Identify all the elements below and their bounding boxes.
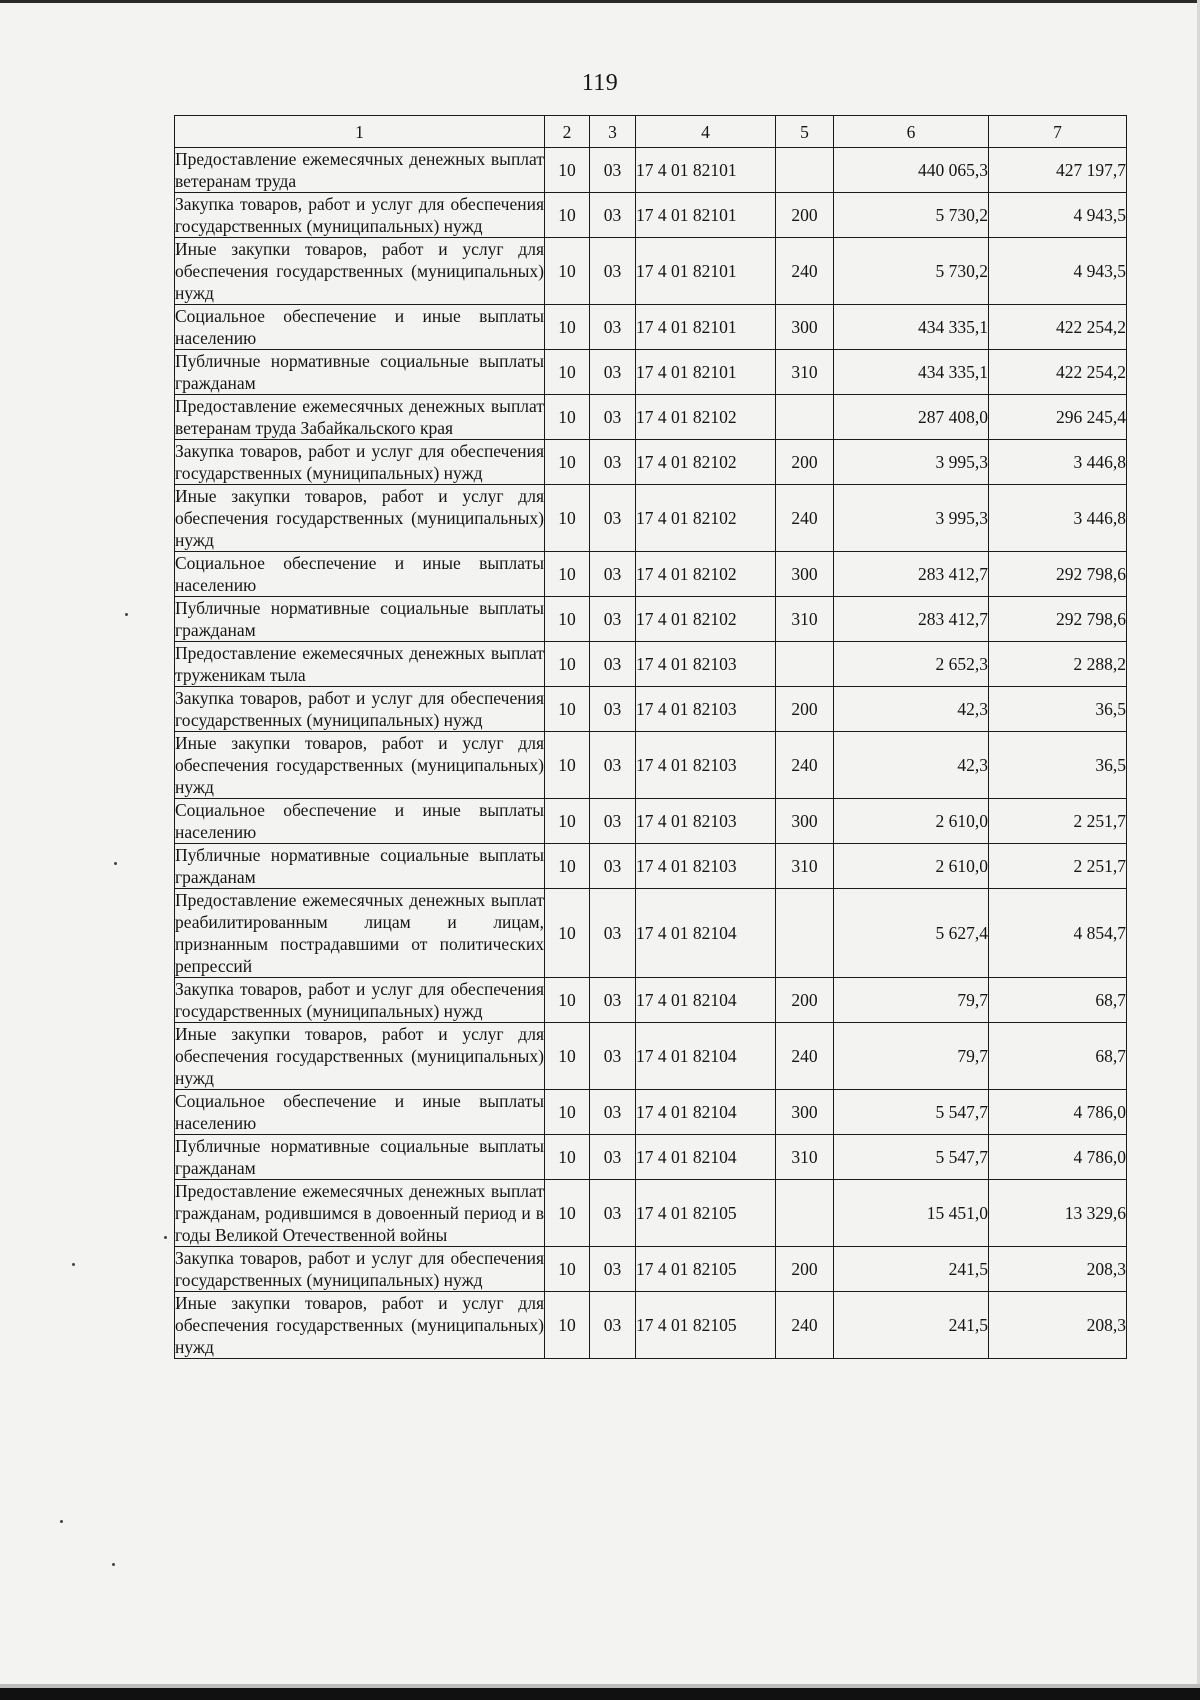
subsection-code: 03 <box>590 350 636 395</box>
section-code: 10 <box>545 305 590 350</box>
expense-type-code <box>776 395 834 440</box>
row-description: Закупка товаров, работ и услуг для обеспечения государственных (муниципальных) нужд <box>175 688 544 730</box>
column-header: 5 <box>776 116 834 148</box>
target-article-code: 17 4 01 82101 <box>636 148 776 193</box>
amount-year-2: 292 798,6 <box>989 597 1127 642</box>
amount-year-2: 208,3 <box>989 1292 1127 1359</box>
row-description: Предоставление ежемесячных денежных выплат ветеранам труда Забайкальского края <box>175 396 544 438</box>
subsection-code: 03 <box>590 844 636 889</box>
expense-type-code: 310 <box>776 844 834 889</box>
table-row <box>175 1292 1127 1359</box>
expense-type-code: 200 <box>776 687 834 732</box>
amount-year-1: 5 547,7 <box>834 1135 989 1180</box>
row-description: Социальное обеспечение и иные выплаты населению <box>175 800 544 842</box>
amount-year-1: 79,7 <box>834 978 989 1023</box>
column-header: 1 <box>175 116 545 148</box>
expense-type-code: 200 <box>776 1247 834 1292</box>
section-code: 10 <box>545 1247 590 1292</box>
column-header: 4 <box>636 116 776 148</box>
table-row <box>175 305 1127 350</box>
table-row <box>175 148 1127 193</box>
column-header: 2 <box>545 116 590 148</box>
amount-year-2: 2 288,2 <box>989 642 1127 687</box>
scan-speck <box>125 613 128 616</box>
target-article-code: 17 4 01 82102 <box>636 552 776 597</box>
column-header: 3 <box>590 116 636 148</box>
table-row <box>175 1135 1127 1180</box>
row-description: Иные закупки товаров, работ и услуг для обеспечения государственных (муниципальных) нужд <box>175 239 544 303</box>
section-code: 10 <box>545 1292 590 1359</box>
expense-type-code: 310 <box>776 1135 834 1180</box>
section-code: 10 <box>545 732 590 799</box>
amount-year-2: 36,5 <box>989 732 1127 799</box>
scan-border-bottom <box>0 1688 1200 1700</box>
table-row <box>175 1247 1127 1292</box>
target-article-code: 17 4 01 82103 <box>636 642 776 687</box>
amount-year-1: 440 065,3 <box>834 148 989 193</box>
amount-year-2: 4 943,5 <box>989 238 1127 305</box>
section-code: 10 <box>545 1090 590 1135</box>
amount-year-1: 241,5 <box>834 1247 989 1292</box>
row-description: Публичные нормативные социальные выплаты гражданам <box>175 1136 544 1178</box>
subsection-code: 03 <box>590 1135 636 1180</box>
amount-year-1: 15 451,0 <box>834 1180 989 1247</box>
subsection-code: 03 <box>590 440 636 485</box>
subsection-code: 03 <box>590 687 636 732</box>
table-row <box>175 395 1127 440</box>
row-description: Публичные нормативные социальные выплаты гражданам <box>175 845 544 887</box>
section-code: 10 <box>545 799 590 844</box>
row-description: Закупка товаров, работ и услуг для обеспечения государственных (муниципальных) нужд <box>175 979 544 1021</box>
table-row <box>175 687 1127 732</box>
expense-type-code: 240 <box>776 1292 834 1359</box>
amount-year-1: 2 652,3 <box>834 642 989 687</box>
expense-type-code: 300 <box>776 305 834 350</box>
row-description: Социальное обеспечение и иные выплаты населению <box>175 553 544 595</box>
target-article-code: 17 4 01 82101 <box>636 193 776 238</box>
row-description: Иные закупки товаров, работ и услуг для обеспечения государственных (муниципальных) нужд <box>175 486 544 550</box>
table-row <box>175 844 1127 889</box>
expense-type-code: 200 <box>776 193 834 238</box>
section-code: 10 <box>545 642 590 687</box>
scan-speck <box>114 862 117 865</box>
section-code: 10 <box>545 552 590 597</box>
subsection-code: 03 <box>590 193 636 238</box>
amount-year-1: 2 610,0 <box>834 799 989 844</box>
subsection-code: 03 <box>590 552 636 597</box>
table-body <box>175 148 1127 1359</box>
amount-year-2: 422 254,2 <box>989 305 1127 350</box>
amount-year-1: 283 412,7 <box>834 597 989 642</box>
section-code: 10 <box>545 238 590 305</box>
target-article-code: 17 4 01 82104 <box>636 978 776 1023</box>
table-row <box>175 799 1127 844</box>
expense-type-code <box>776 642 834 687</box>
amount-year-1: 287 408,0 <box>834 395 989 440</box>
target-article-code: 17 4 01 82105 <box>636 1180 776 1247</box>
row-description: Иные закупки товаров, работ и услуг для обеспечения государственных (муниципальных) нужд <box>175 1024 544 1088</box>
section-code: 10 <box>545 350 590 395</box>
expense-type-code: 310 <box>776 350 834 395</box>
amount-year-2: 4 943,5 <box>989 193 1127 238</box>
amount-year-1: 5 627,4 <box>834 889 989 978</box>
target-article-code: 17 4 01 82102 <box>636 440 776 485</box>
amount-year-2: 422 254,2 <box>989 350 1127 395</box>
subsection-code: 03 <box>590 1090 636 1135</box>
subsection-code: 03 <box>590 799 636 844</box>
target-article-code: 17 4 01 82104 <box>636 1023 776 1090</box>
table-row <box>175 889 1127 978</box>
amount-year-2: 4 854,7 <box>989 889 1127 978</box>
table-row <box>175 1023 1127 1090</box>
scan-border-top <box>0 0 1200 3</box>
amount-year-1: 434 335,1 <box>834 305 989 350</box>
amount-year-2: 68,7 <box>989 978 1127 1023</box>
column-header: 6 <box>834 116 989 148</box>
expense-type-code: 310 <box>776 597 834 642</box>
row-description: Предоставление ежемесячных денежных выплат гражданам, родившимся в довоенный период и в годы Великой Отечественной войны <box>175 1181 544 1245</box>
section-code: 10 <box>545 597 590 642</box>
amount-year-2: 2 251,7 <box>989 799 1127 844</box>
amount-year-1: 283 412,7 <box>834 552 989 597</box>
table-row <box>175 193 1127 238</box>
section-code: 10 <box>545 148 590 193</box>
target-article-code: 17 4 01 82103 <box>636 732 776 799</box>
subsection-code: 03 <box>590 978 636 1023</box>
row-description: Публичные нормативные социальные выплаты гражданам <box>175 351 544 393</box>
expense-type-code: 300 <box>776 799 834 844</box>
target-article-code: 17 4 01 82105 <box>636 1292 776 1359</box>
target-article-code: 17 4 01 82104 <box>636 1090 776 1135</box>
subsection-code: 03 <box>590 148 636 193</box>
subsection-code: 03 <box>590 238 636 305</box>
target-article-code: 17 4 01 82103 <box>636 799 776 844</box>
target-article-code: 17 4 01 82102 <box>636 597 776 642</box>
scan-speck <box>164 1236 167 1239</box>
subsection-code: 03 <box>590 305 636 350</box>
amount-year-2: 13 329,6 <box>989 1180 1127 1247</box>
section-code: 10 <box>545 440 590 485</box>
subsection-code: 03 <box>590 889 636 978</box>
row-description: Предоставление ежемесячных денежных выплат реабилитированным лицам и лицам, признанным пострадавшими от политических репрессий <box>175 890 544 976</box>
section-code: 10 <box>545 485 590 552</box>
scan-speck <box>72 1263 75 1266</box>
table-row <box>175 552 1127 597</box>
row-description: Публичные нормативные социальные выплаты гражданам <box>175 598 544 640</box>
expense-type-code <box>776 148 834 193</box>
expense-type-code: 240 <box>776 1023 834 1090</box>
section-code: 10 <box>545 193 590 238</box>
expense-type-code: 300 <box>776 1090 834 1135</box>
target-article-code: 17 4 01 82101 <box>636 305 776 350</box>
section-code: 10 <box>545 844 590 889</box>
table-row <box>175 978 1127 1023</box>
amount-year-1: 5 547,7 <box>834 1090 989 1135</box>
row-description: Закупка товаров, работ и услуг для обеспечения государственных (муниципальных) нужд <box>175 1248 544 1290</box>
subsection-code: 03 <box>590 1180 636 1247</box>
section-code: 10 <box>545 978 590 1023</box>
amount-year-2: 4 786,0 <box>989 1135 1127 1180</box>
subsection-code: 03 <box>590 1247 636 1292</box>
target-article-code: 17 4 01 82102 <box>636 395 776 440</box>
table-row <box>175 1090 1127 1135</box>
amount-year-2: 68,7 <box>989 1023 1127 1090</box>
expense-type-code: 200 <box>776 978 834 1023</box>
budget-table <box>174 115 1127 1359</box>
table-row <box>175 1180 1127 1247</box>
amount-year-2: 36,5 <box>989 687 1127 732</box>
amount-year-2: 296 245,4 <box>989 395 1127 440</box>
subsection-code: 03 <box>590 1023 636 1090</box>
table-row <box>175 485 1127 552</box>
amount-year-1: 79,7 <box>834 1023 989 1090</box>
scan-speck <box>60 1520 63 1523</box>
amount-year-2: 292 798,6 <box>989 552 1127 597</box>
column-header: 7 <box>989 116 1127 148</box>
subsection-code: 03 <box>590 597 636 642</box>
table-row <box>175 597 1127 642</box>
target-article-code: 17 4 01 82105 <box>636 1247 776 1292</box>
row-description: Закупка товаров, работ и услуг для обеспечения государственных (муниципальных) нужд <box>175 441 544 483</box>
amount-year-1: 5 730,2 <box>834 193 989 238</box>
amount-year-2: 2 251,7 <box>989 844 1127 889</box>
row-description: Закупка товаров, работ и услуг для обеспечения государственных (муниципальных) нужд <box>175 194 544 236</box>
subsection-code: 03 <box>590 732 636 799</box>
amount-year-1: 42,3 <box>834 732 989 799</box>
row-description: Социальное обеспечение и иные выплаты населению <box>175 306 544 348</box>
amount-year-1: 5 730,2 <box>834 238 989 305</box>
amount-year-2: 427 197,7 <box>989 148 1127 193</box>
section-code: 10 <box>545 395 590 440</box>
target-article-code: 17 4 01 82104 <box>636 889 776 978</box>
amount-year-1: 3 995,3 <box>834 440 989 485</box>
amount-year-1: 434 335,1 <box>834 350 989 395</box>
column-number-row <box>175 116 1127 148</box>
expense-type-code: 240 <box>776 238 834 305</box>
expense-type-code: 240 <box>776 485 834 552</box>
section-code: 10 <box>545 889 590 978</box>
subsection-code: 03 <box>590 395 636 440</box>
amount-year-1: 3 995,3 <box>834 485 989 552</box>
row-description: Иные закупки товаров, работ и услуг для обеспечения государственных (муниципальных) нужд <box>175 733 544 797</box>
target-article-code: 17 4 01 82103 <box>636 844 776 889</box>
section-code: 10 <box>545 1135 590 1180</box>
section-code: 10 <box>545 687 590 732</box>
amount-year-1: 2 610,0 <box>834 844 989 889</box>
table-row <box>175 732 1127 799</box>
amount-year-2: 208,3 <box>989 1247 1127 1292</box>
expense-type-code: 200 <box>776 440 834 485</box>
table-row <box>175 350 1127 395</box>
target-article-code: 17 4 01 82102 <box>636 485 776 552</box>
subsection-code: 03 <box>590 642 636 687</box>
row-description: Предоставление ежемесячных денежных выплат труженикам тыла <box>175 643 544 685</box>
amount-year-2: 3 446,8 <box>989 440 1127 485</box>
target-article-code: 17 4 01 82104 <box>636 1135 776 1180</box>
expense-type-code: 240 <box>776 732 834 799</box>
section-code: 10 <box>545 1180 590 1247</box>
row-description: Иные закупки товаров, работ и услуг для обеспечения государственных (муниципальных) нужд <box>175 1293 544 1357</box>
amount-year-1: 42,3 <box>834 687 989 732</box>
row-description: Предоставление ежемесячных денежных выплат ветеранам труда <box>175 149 544 191</box>
table-row <box>175 238 1127 305</box>
amount-year-2: 4 786,0 <box>989 1090 1127 1135</box>
subsection-code: 03 <box>590 1292 636 1359</box>
expense-type-code <box>776 889 834 978</box>
table-row <box>175 642 1127 687</box>
target-article-code: 17 4 01 82101 <box>636 350 776 395</box>
target-article-code: 17 4 01 82103 <box>636 687 776 732</box>
expense-type-code: 300 <box>776 552 834 597</box>
scan-speck <box>112 1563 115 1566</box>
section-code: 10 <box>545 1023 590 1090</box>
subsection-code: 03 <box>590 485 636 552</box>
amount-year-1: 241,5 <box>834 1292 989 1359</box>
target-article-code: 17 4 01 82101 <box>636 238 776 305</box>
amount-year-2: 3 446,8 <box>989 485 1127 552</box>
table-row <box>175 440 1127 485</box>
row-description: Социальное обеспечение и иные выплаты населению <box>175 1091 544 1133</box>
expense-type-code <box>776 1180 834 1247</box>
page-number: 119 <box>581 70 619 96</box>
